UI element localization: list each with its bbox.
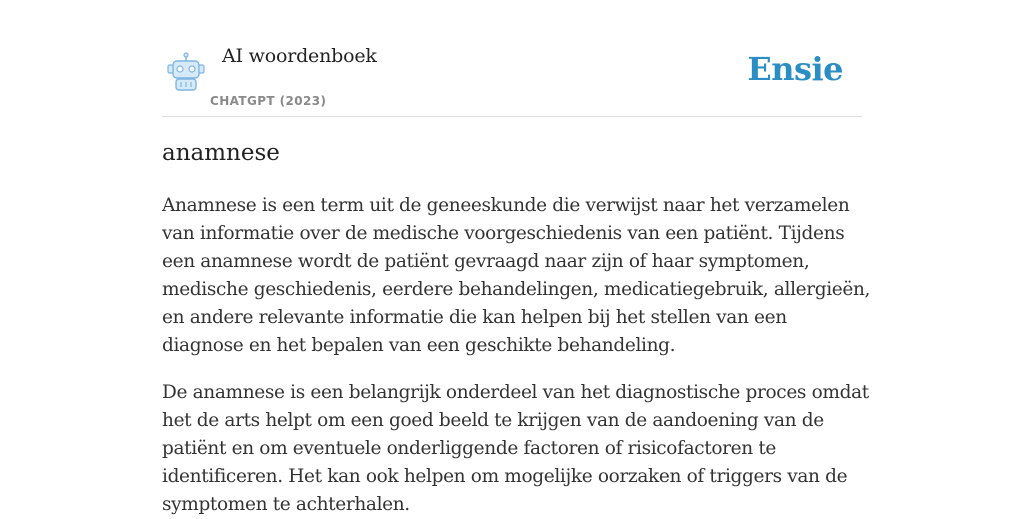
ensie-logo[interactable]: Ensie (747, 50, 843, 88)
robot-icon[interactable] (166, 52, 206, 92)
definition-paragraph-1: Anamnese is een term uit de geneeskunde die verwijst naar het verzamelen van informatie over de medische voorgeschiedenis van een patiënt. Tijdens een anamnese wordt de patiënt gevraagd naar zijn of haar symptomen, medische geschiedenis, eerdere behandelingen, medicatiegebruik, allergieën, en andere relevante informatie die kan helpen bij het stellen van een diagnose en het bepalen van een geschikte behandeling. (162, 195, 871, 356)
dictionary-header (162, 40, 862, 117)
dictionary-title[interactable]: AI woordenboek (222, 45, 377, 67)
entry-term: anamnese (162, 140, 280, 166)
definition-paragraph-2: De anamnese is een belangrijk onderdeel van het diagnostische proces omdat het de arts helpt om een goed beeld te krijgen van de aandoening van de patiënt en om eventuele onderliggende factoren of risicofactoren te identificeren. Het kan ook helpen om mogelijke oorzaken of triggers van de symptomen te achterhalen. (162, 382, 869, 515)
dictionary-source: CHATGPT (2023) (210, 94, 327, 108)
